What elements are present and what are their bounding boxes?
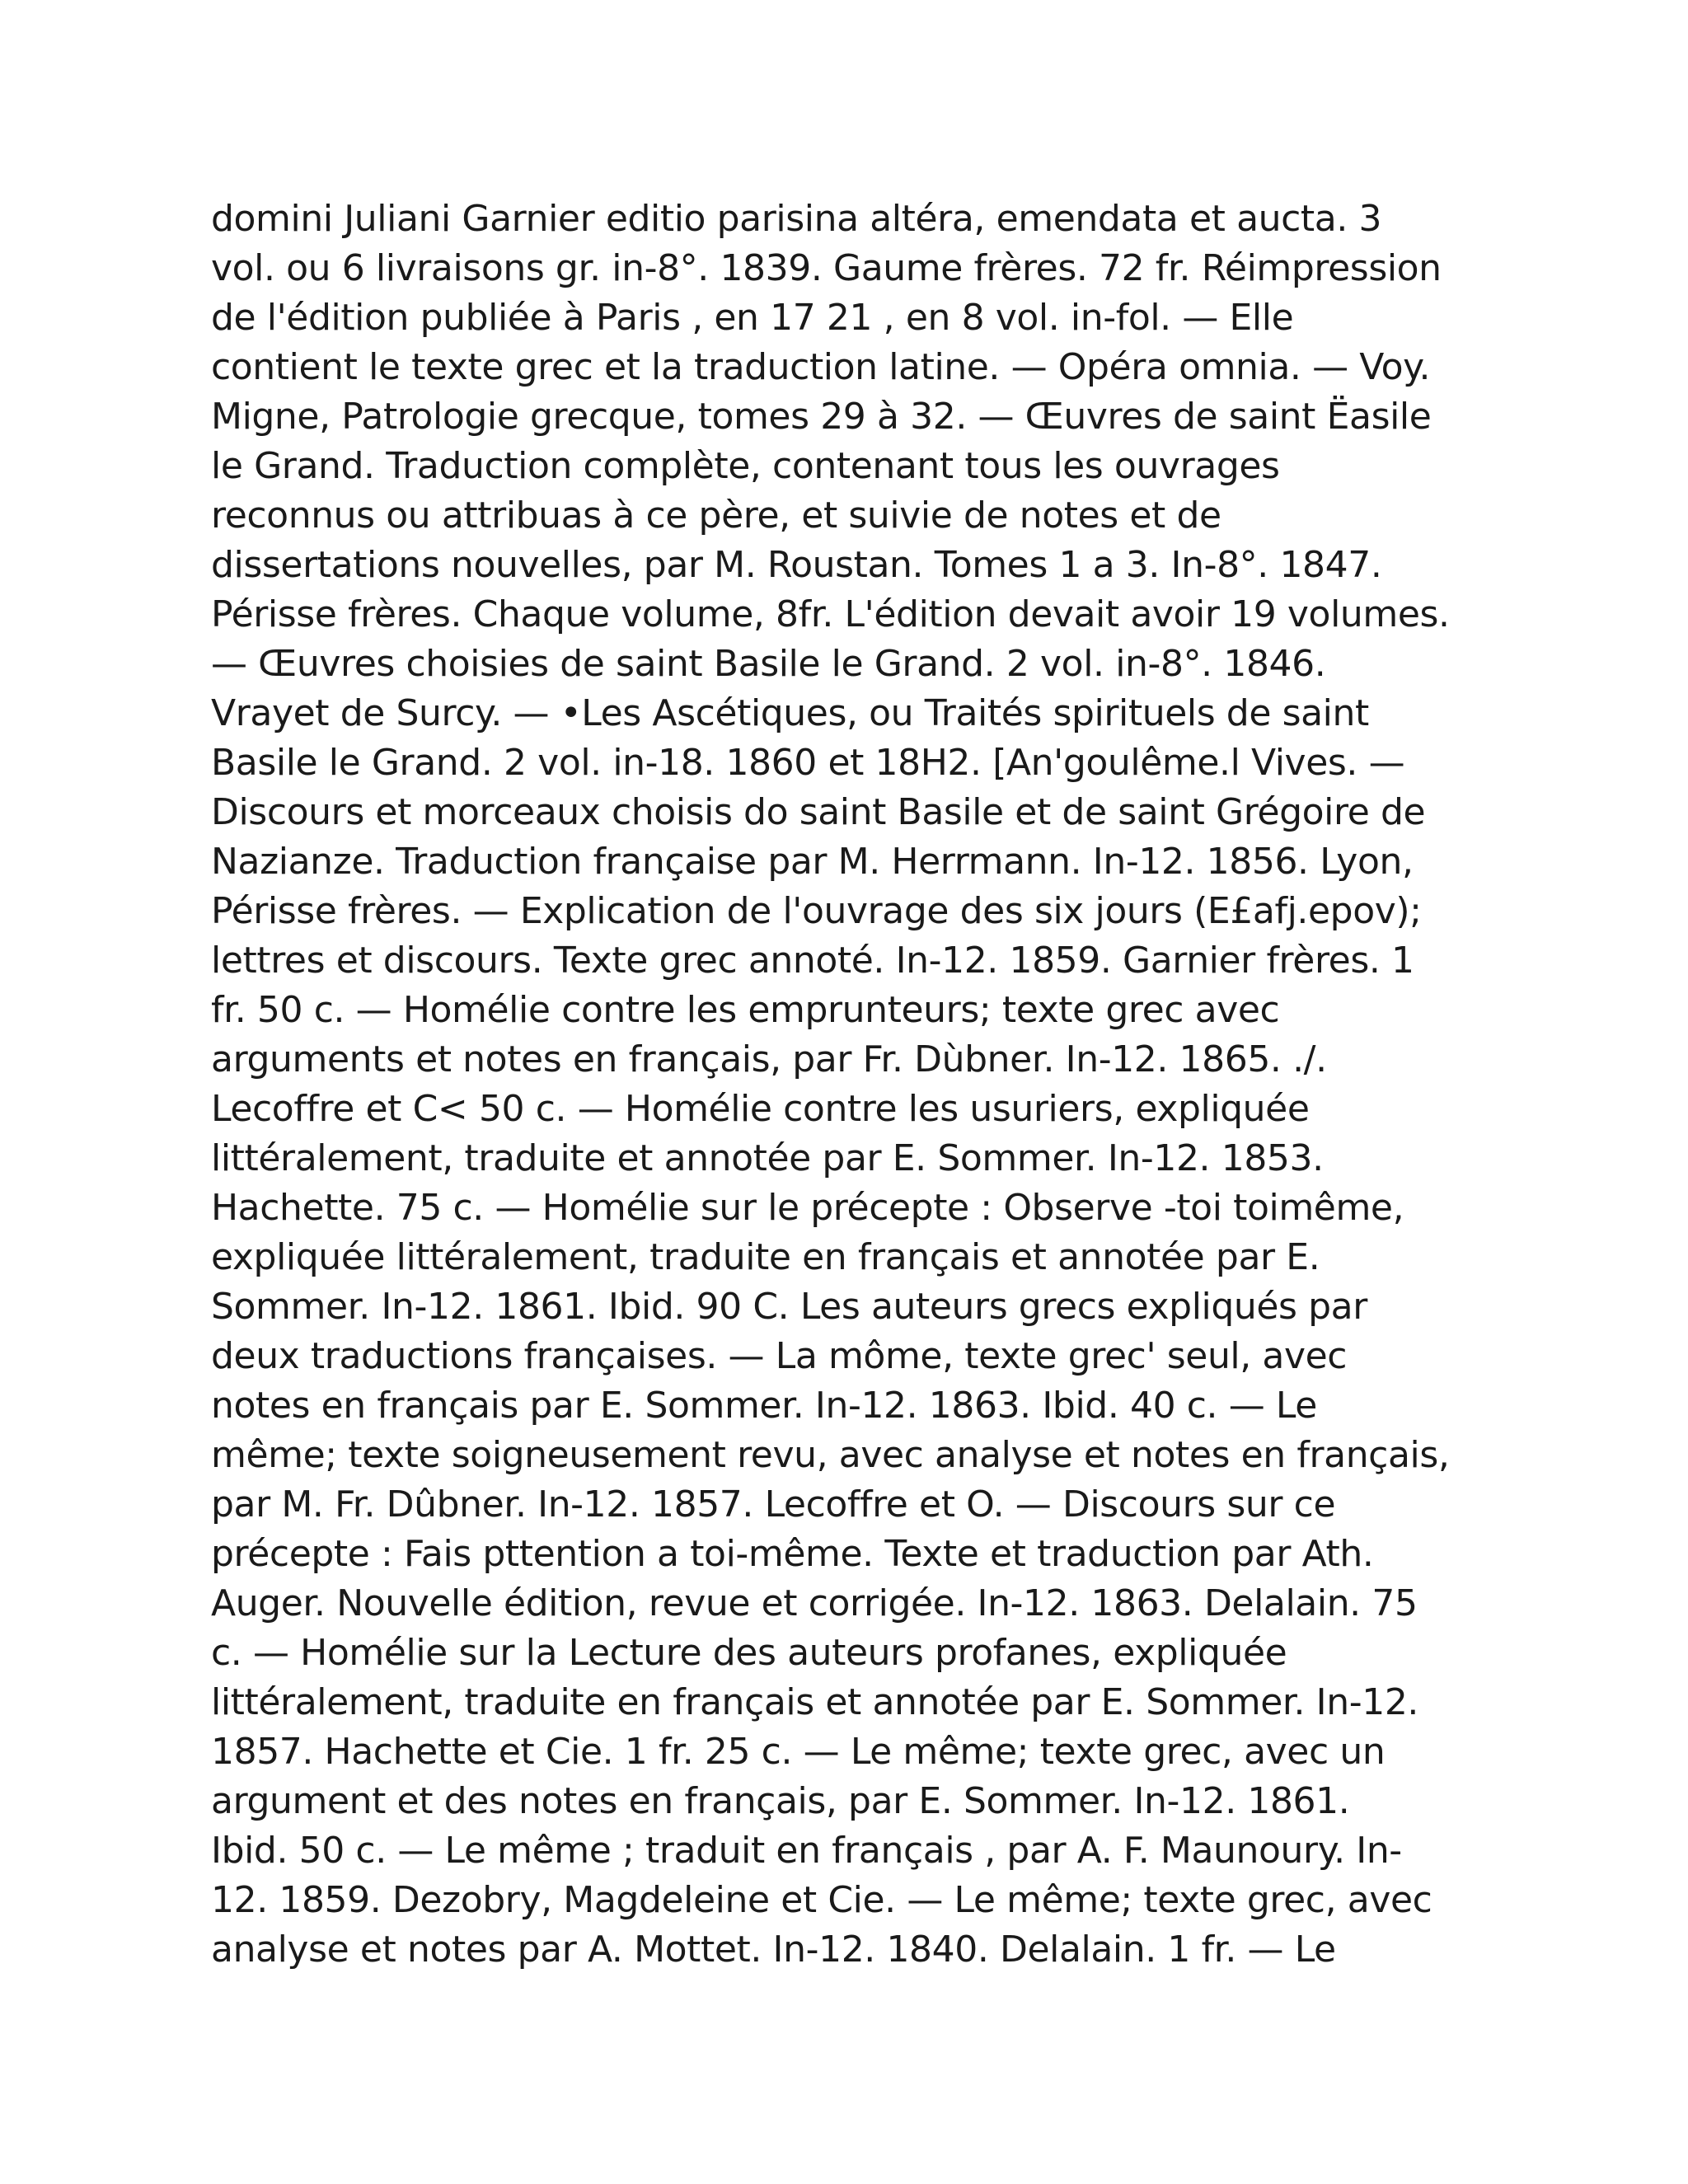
text-line-13: Discours et morceaux choisis do saint Basile et de saint Grégoire de	[211, 791, 1426, 833]
text-line-12: Basile le Grand. 2 vol. in-18. 1860 et 18H2. [An'goulême.l Vives. —	[211, 742, 1405, 784]
text-line-31: littéralement, traduite en français et annotée par E. Sommer. In-12.	[211, 1681, 1418, 1723]
text-line-10: — Œuvres choisies de saint Basile le Grand. 2 vol. in-8°. 1846.	[211, 643, 1326, 685]
text-line-14: Nazianze. Traduction française par M. Herrmann. In-12. 1856. Lyon,	[211, 841, 1414, 883]
text-line-5: Migne, Patrologie grecque, tomes 29 à 32. — Œuvres de saint Ëasile	[211, 396, 1432, 438]
text-line-16: lettres et discours. Texte grec annoté. In-12. 1859. Garnier frères. 1	[211, 940, 1414, 982]
text-line-11: Vrayet de Surcy. — •Les Ascétiques, ou Traités spirituels de saint	[211, 692, 1369, 734]
text-line-32: 1857. Hachette et Cie. 1 fr. 25 c. — Le même; texte grec, avec un	[211, 1731, 1386, 1773]
text-line-18: arguments et notes en français, par Fr. Dùbner. In-12. 1865. ./.	[211, 1038, 1327, 1080]
text-line-35: 12. 1859. Dezobry, Magdeleine et Cie. — Le même; texte grec, avec	[211, 1879, 1432, 1921]
text-line-26: même; texte soigneusement revu, avec analyse et notes en français,	[211, 1434, 1450, 1476]
text-line-30: c. — Homélie sur la Lecture des auteurs profanes, expliquée	[211, 1632, 1287, 1674]
text-line-36: analyse et notes par A. Mottet. In-12. 1840. Delalain. 1 fr. — Le	[211, 1929, 1336, 1971]
text-line-28: précepte : Fais pttention a toi-même. Texte et traduction par Ath.	[211, 1533, 1374, 1575]
text-line-3: de l'édition publiée à Paris , en 17 21 , en 8 vol. in-fol. — Elle	[211, 297, 1294, 339]
text-line-23: Sommer. In-12. 1861. Ibid. 90 C. Les auteurs grecs expliqués par	[211, 1286, 1367, 1328]
text-line-17: fr. 50 c. — Homélie contre les emprunteurs; texte grec avec	[211, 989, 1280, 1031]
text-line-2: vol. ou 6 livraisons gr. in-8°. 1839. Gaume frères. 72 fr. Réimpression	[211, 247, 1442, 289]
text-line-19: Lecoffre et C< 50 c. — Homélie contre les usuriers, expliquée	[211, 1088, 1310, 1130]
text-line-7: reconnus ou attribuas à ce père, et suivie de notes et de	[211, 494, 1221, 537]
text-line-21: Hachette. 75 c. — Homélie sur le précepte : Observe -toi toimême,	[211, 1187, 1404, 1229]
text-line-20: littéralement, traduite et annotée par E. Sommer. In-12. 1853.	[211, 1137, 1324, 1179]
text-line-6: le Grand. Traduction complète, contenant tous les ouvrages	[211, 445, 1280, 487]
text-line-9: Périsse frères. Chaque volume, 8fr. L'édition devait avoir 19 volumes.	[211, 593, 1450, 635]
text-line-24: deux traductions françaises. — La môme, texte grec' seul, avec	[211, 1335, 1348, 1377]
text-line-22: expliquée littéralement, traduite en français et annotée par E.	[211, 1236, 1320, 1278]
text-line-1: domini Juliani Garnier editio parisina altéra, emendata et aucta. 3	[211, 198, 1382, 240]
text-line-8: dissertations nouvelles, par M. Roustan. Tomes 1 a 3. In-8°. 1847.	[211, 544, 1382, 586]
text-line-25: notes en français par E. Sommer. In-12. 1863. Ibid. 40 c. — Le	[211, 1385, 1317, 1427]
text-line-4: contient le texte grec et la traduction latine. — Opéra omnia. — Voy.	[211, 346, 1431, 388]
text-line-29: Auger. Nouvelle édition, revue et corrigée. In-12. 1863. Delalain. 75	[211, 1582, 1418, 1624]
body-text	[211, 194, 1497, 1975]
text-line-34: Ibid. 50 c. — Le même ; traduit en français , par A. F. Maunoury. In-	[211, 1830, 1402, 1872]
text-line-15: Périsse frères. — Explication de l'ouvrage des six jours (E£afj.epov);	[211, 890, 1422, 932]
text-line-33: argument et des notes en français, par E. Sommer. In-12. 1861.	[211, 1780, 1350, 1822]
text-line-27: par M. Fr. Dûbner. In-12. 1857. Lecoffre et O. — Discours sur ce	[211, 1483, 1336, 1526]
